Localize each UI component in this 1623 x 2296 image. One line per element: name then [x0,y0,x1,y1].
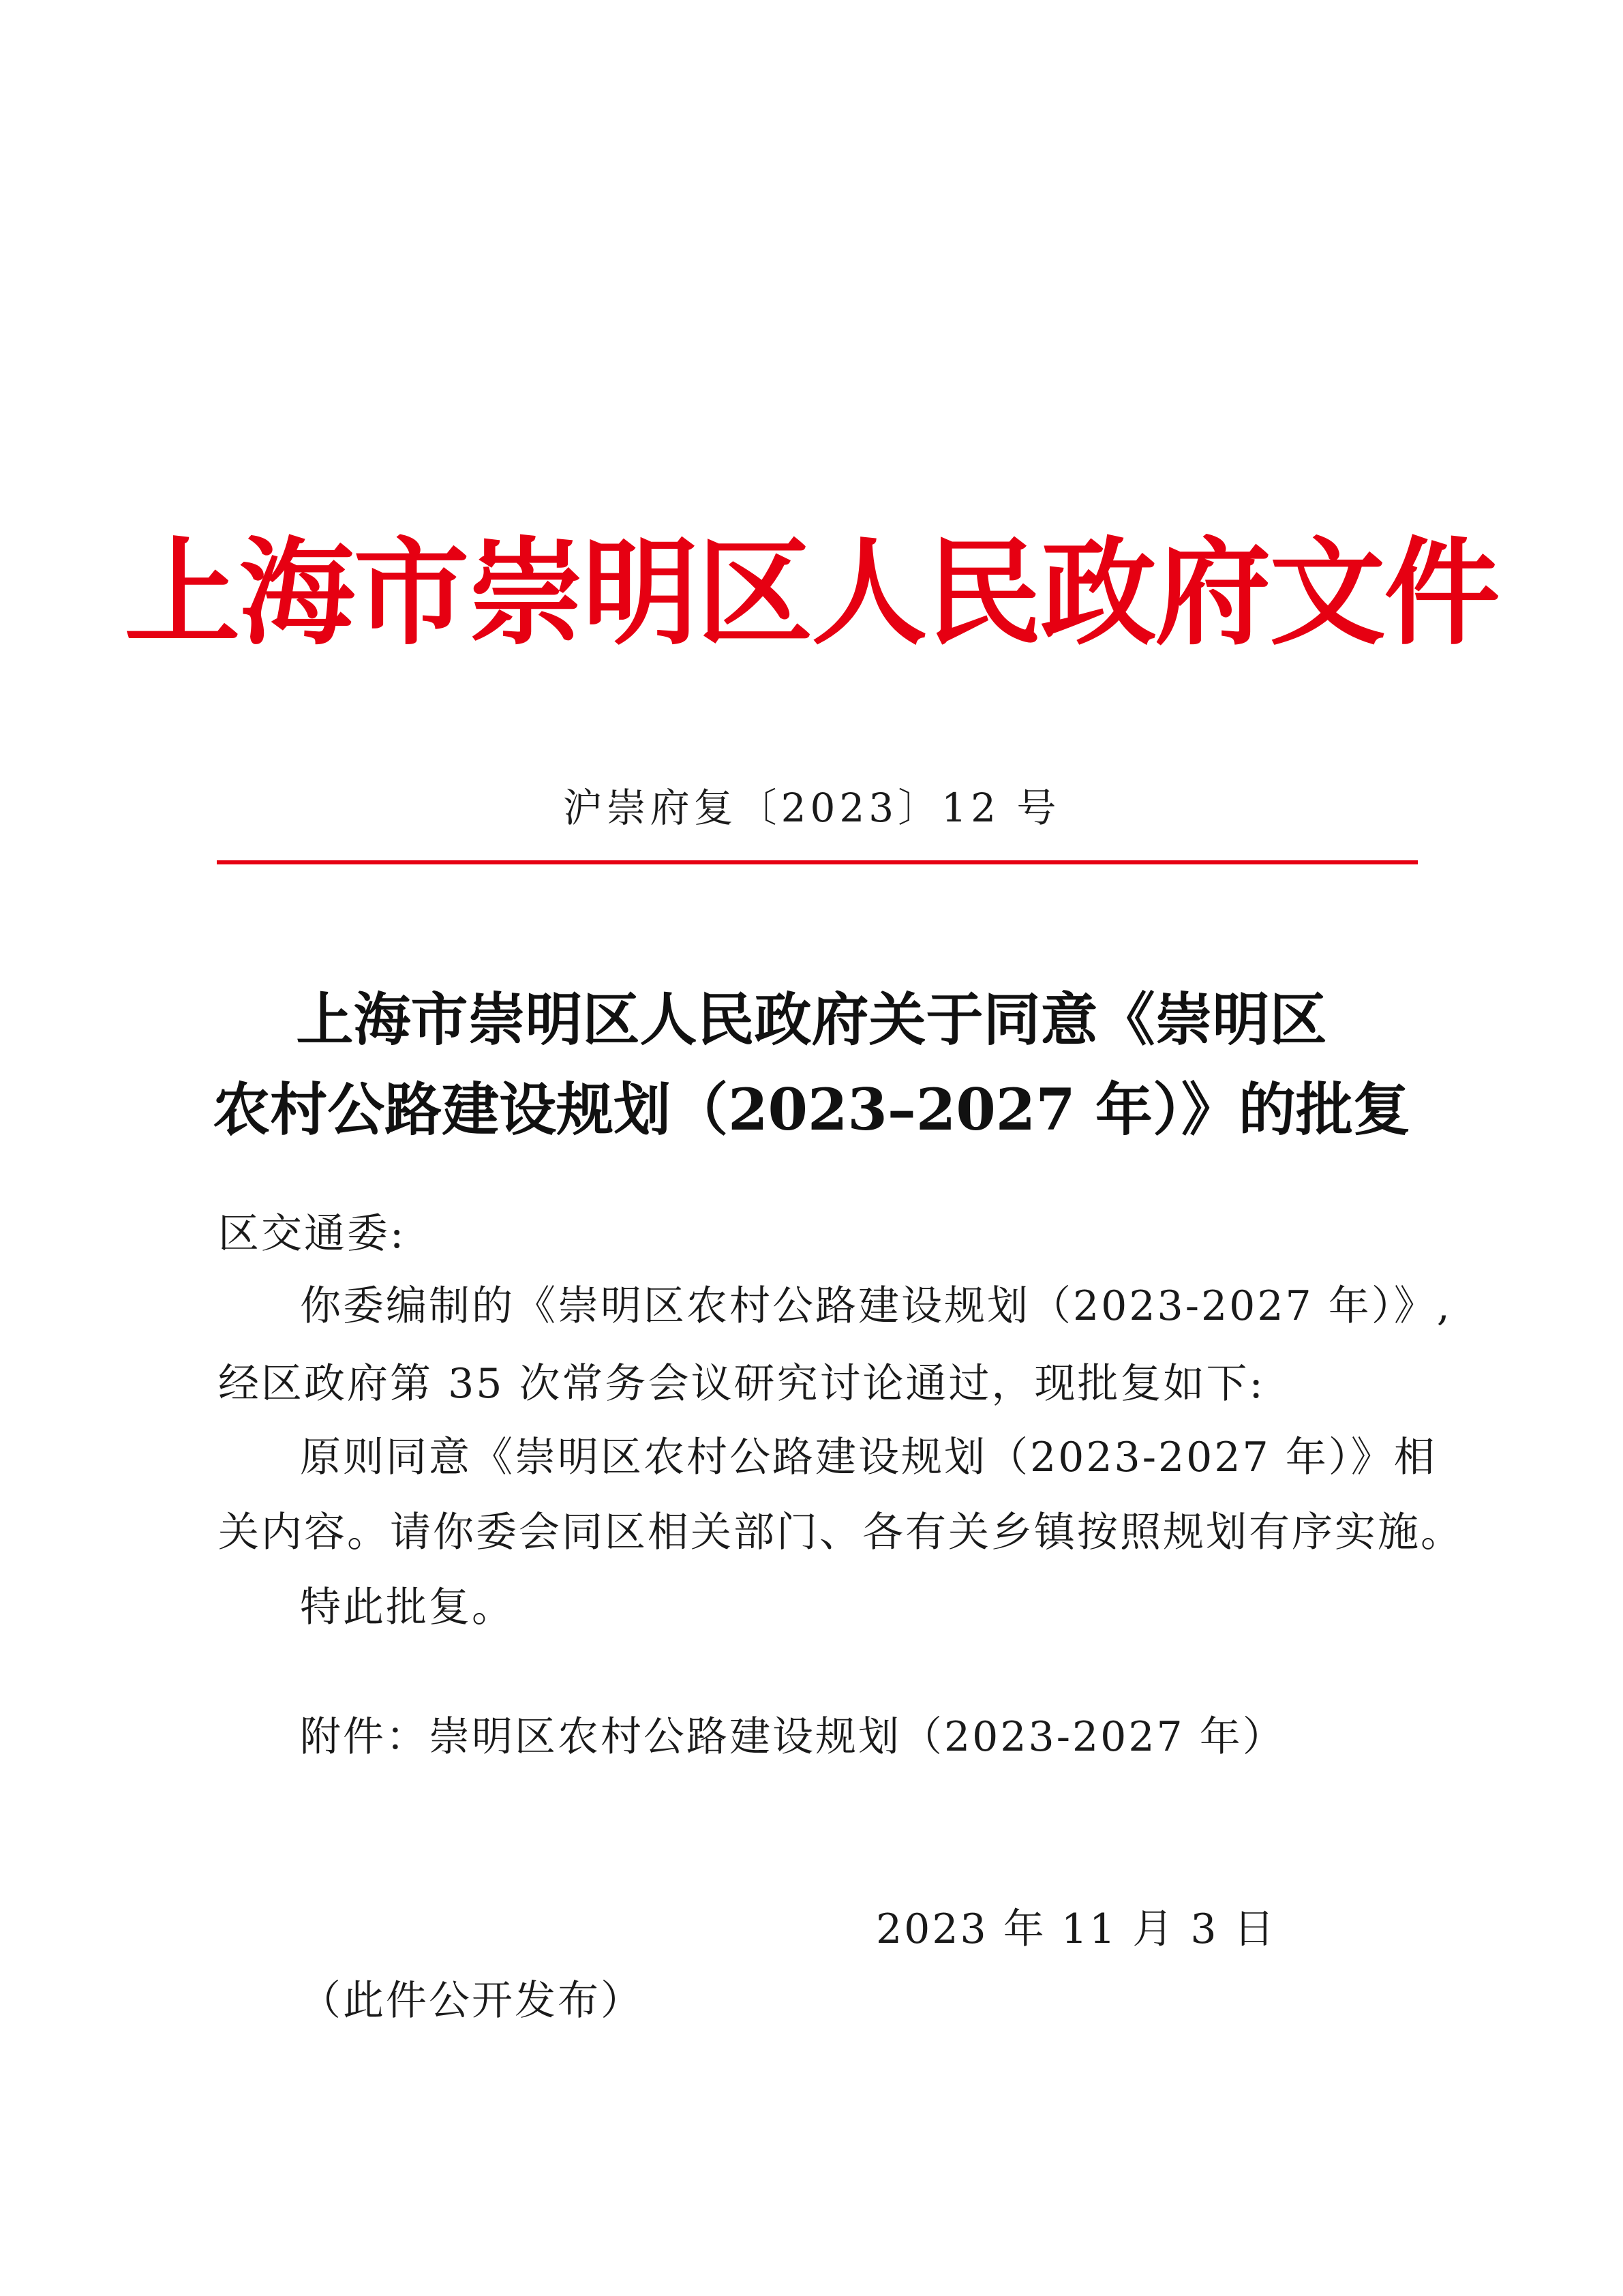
title-line-2: 农村公路建设规划（2023–2027 年）》的批复 [213,1076,1410,1143]
paragraph-1-line-1: 你委编制的《崇明区农村公路建设规划（2023-2027 年）》, [300,1282,1452,1330]
paragraph-1-line-2: 经区政府第 35 次常务会议研究讨论通过，现批复如下: [218,1360,1265,1408]
disclosure-note: （此件公开发布） [300,1977,643,2025]
red-divider-line [217,860,1418,864]
attachment-line: 附件：崇明区农村公路建设规划（2023-2027 年） [300,1713,1286,1761]
paragraph-2-line-2: 关内容。请你委会同区相关部门、各有关乡镇按照规划有序实施。 [218,1509,1463,1556]
issue-date: 2023 年 11 月 3 日 [876,1905,1277,1953]
document-number: 沪崇府复〔2023〕12 号 [562,785,1061,831]
closing-phrase: 特此批复。 [300,1584,515,1631]
recipient: 区交通委: [218,1210,406,1258]
masthead-title: 上海市崇明区人民政府文件 [124,525,1499,661]
title-line-1: 上海市崇明区人民政府关于同意《崇明区 [296,986,1327,1053]
paragraph-2-line-1: 原则同意《崇明区农村公路建设规划（2023-2027 年）》相 [300,1434,1437,1481]
document-title [0,975,1623,1155]
